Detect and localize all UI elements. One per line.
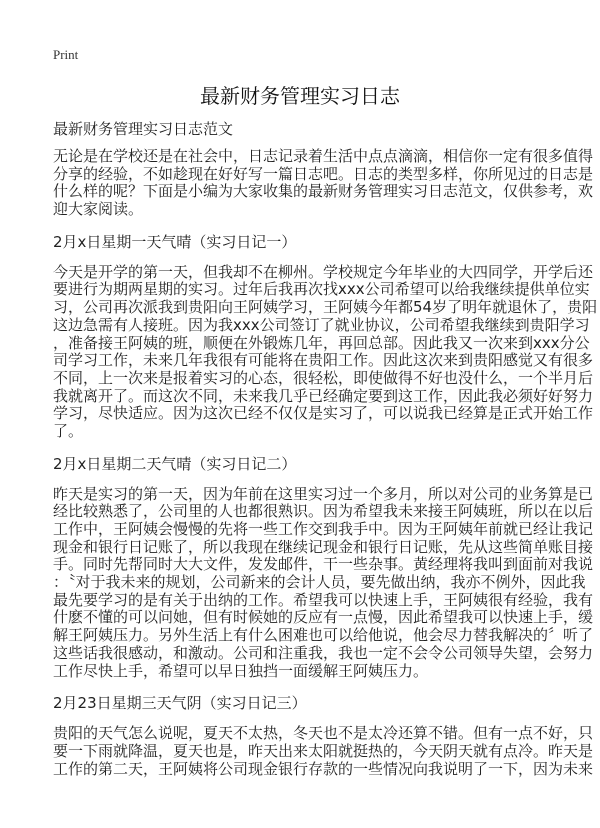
text-line: 习，公司再次派我到贵阳向王阿姨学习，王阿姨今年都54岁了明年就退休了，贵阳 — [53, 298, 598, 317]
text-line: 司学习工作，未来几年我很有可能将在贵阳工作。因此这次来到贵阳感觉又有很多 — [53, 351, 594, 370]
diary-entries — [53, 232, 598, 779]
text-line: 工作的第二天，王阿姨将公司现金银行存款的一些情况向我说明了一下，因为未来 — [53, 759, 594, 778]
text-line: 经比较熟悉了，公司里的人也都很熟识。因为希望我未来接王阿姨班，所以在以后 — [53, 502, 594, 521]
text-line: 解王阿姨压力。另外生活上有什么困难也可以给他说，他会尽力替我解决的〞听了 — [53, 626, 594, 645]
text-line: 昨天是实习的第一天，因为年前在这里实习过一个多月，所以对公司的业务算是已 — [53, 484, 594, 503]
text-line: 工作中，王阿姨会慢慢的先将一些工作交到我手中。因为王阿姨年前就已经让我记 — [53, 520, 594, 538]
text-line: 最先要学习的是有关于出纳的工作。希望我可以快速上手，王阿姨很有经验，我有 — [53, 590, 594, 609]
text-line: 学习，尽快适应。因为这次已经不仅仅是实习了，可以说我已经算是正式开始工作 — [53, 404, 594, 423]
entry-heading: 2月x日星期二天气晴（实习日记二） — [53, 454, 297, 473]
text-line: 要一下雨就降温，夏天也是，昨天出来太阳就挺热的，今天阴天就有点冷。昨天是 — [53, 741, 594, 760]
text-line: 迎大家阅读。 — [53, 200, 144, 219]
entry-heading: 2月23日星期三天气阴（实习日记三） — [53, 694, 307, 713]
entry-heading: 2月x日星期一天气晴（实习日记一） — [53, 232, 297, 251]
text-line: 我就离开了。而这次不同，未来我几乎已经确定要到这工作，因此我必须好好努力 — [53, 386, 594, 405]
entry-paragraph — [53, 724, 594, 778]
text-line: 现金和银行日记账了，所以我现在继续记现金和银行日记账，先从这些简单账目接 — [53, 537, 594, 556]
text-line: 不同，上一次来是报着实习的心态，很轻松，即使做得不好也没什么，一个半月后 — [53, 368, 594, 387]
text-line: 这边急需有人接班。因为我xxx公司签订了就业协议，公司希望我继续到贵阳学习 — [53, 315, 590, 334]
document-body — [53, 119, 598, 791]
text-line: ：〝对于我未来的规划，公司新来的会计人员，要先做出纳，我亦不例外，因此我 — [53, 573, 586, 592]
text-line: 这些话我很感动，和激动。公司和注重我，我也一定不会令公司领导失望，会努力 — [53, 643, 594, 662]
print-link[interactable]: Print — [53, 47, 79, 62]
text-line: 无论是在学校还是在社会中，日志记录着生活中点点滴滴，相信你一定有很多值得 — [53, 147, 594, 165]
text-line: 工作尽快上手，希望可以早日独挡一面缓解王阿姨压力。 — [53, 661, 429, 680]
entry-paragraph — [53, 484, 594, 681]
intro-paragraph — [53, 147, 594, 219]
entry-paragraph — [53, 262, 598, 441]
document-subtitle: 最新财务管理实习日志范文 — [53, 120, 234, 138]
text-line: 分享的经验，不如趁现在好好写一篇日志吧。日志的类型多样，你所见过的日志是 — [53, 164, 594, 183]
text-line: 今天是开学的第一天，但我却不在柳州。学校规定今年毕业的大四同学，开学后还 — [53, 262, 594, 281]
text-line: 什么样的呢？下面是小编为大家收集的最新财务管理实习日志范文，仅供参考，欢 — [53, 182, 594, 201]
text-line: ，准备接王阿姨的班，顺便在外锻炼几年，再回总部。因此我又一次来到xxx分公 — [53, 333, 590, 352]
text-line: 贵阳的天气怎么说呢，夏天不太热，冬天也不是太冷还算不错。但有一点不好，只 — [53, 724, 594, 743]
text-line: 什麽不懂的可以问她，但有时候她的反应有一点慢，因此希望我可以快速上手，缓 — [53, 608, 594, 627]
text-line: 了。 — [53, 421, 84, 440]
text-line: 要进行为期两星期的实习。过年后我再次找xxx公司希望可以给我继续提供单位实 — [53, 280, 590, 299]
page-title: 最新财务管理实习日志 — [200, 84, 400, 108]
text-line: 手。同时先帮同时大大文件，发发邮件，干一些杂事。黄经理将我叫到面前对我说 — [53, 555, 594, 574]
